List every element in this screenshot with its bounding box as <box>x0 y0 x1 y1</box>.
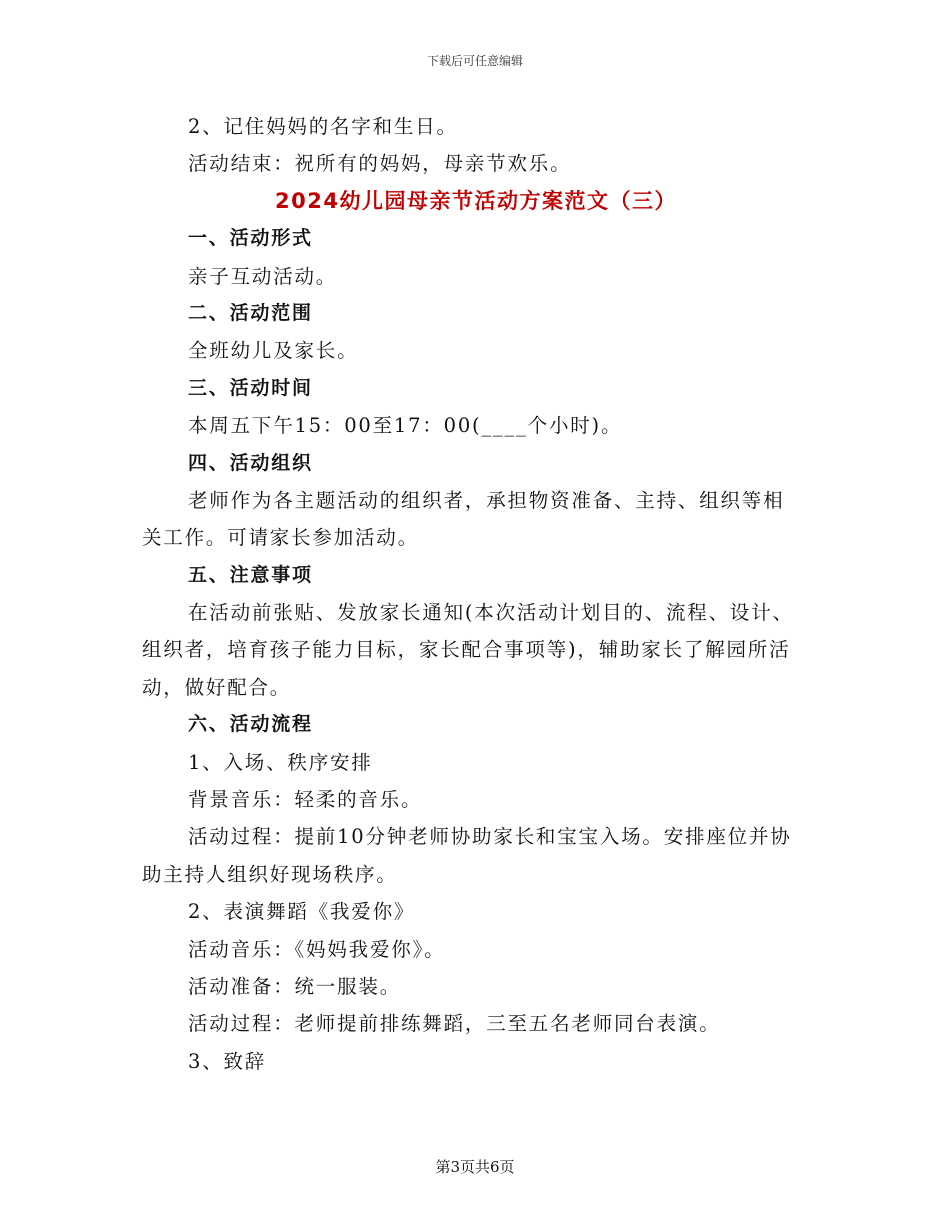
section-heading: 二、活动范围 <box>188 301 313 324</box>
section-heading: 六、活动流程 <box>188 713 313 736</box>
section-heading: 一、活动形式 <box>188 227 313 250</box>
document-body <box>142 108 810 1080</box>
paragraph-line: 2、表演舞蹈《我爱你》 <box>188 900 416 924</box>
paragraph-line: 2、记住妈妈的名字和生日。 <box>188 115 458 138</box>
paragraph-line: 活动过程：提前10分钟老师协助家长和宝宝入场。安排座位并协 <box>188 825 792 849</box>
paragraph-line: 背景音乐：轻柔的音乐。 <box>188 788 423 812</box>
document-title: 2024幼儿园母亲节活动方案范文（三） <box>275 188 677 213</box>
paragraph-line: 活动结束：祝所有的妈妈，母亲节欢乐。 <box>188 152 572 176</box>
section-heading: 四、活动组织 <box>188 451 313 474</box>
page-header: 下载后可任意编辑 <box>426 54 523 68</box>
paragraph-line: 活动音乐：《妈妈我爱你》。 <box>188 937 446 961</box>
paragraph-line: 在活动前张贴、发放家长通知(本次活动计划目的、流程、设计、 <box>188 601 794 625</box>
section-heading: 五、注意事项 <box>188 563 313 586</box>
paragraph-line: 动，做好配合。 <box>142 675 292 699</box>
paragraph-line: 老师作为各主题活动的组织者，承担物资准备、主持、组织等相 <box>188 488 785 512</box>
paragraph-line: 关工作。可请家长参加活动。 <box>142 526 419 550</box>
paragraph-line: 亲子互动活动。 <box>188 264 338 288</box>
paragraph-line: 1、入场、秩序安排 <box>188 750 373 774</box>
paragraph-line: 活动过程：老师提前排练舞蹈，三至五名老师同台表演。 <box>188 1012 721 1036</box>
paragraph-line: 助主持人组织好现场秩序。 <box>142 862 398 886</box>
page-footer: 第3页共6页 <box>435 1158 515 1176</box>
paragraph-line: 活动准备：统一服装。 <box>188 974 402 998</box>
paragraph-line: 组织者，培育孩子能力目标，家长配合事项等)，辅助家长了解园所活 <box>142 638 791 662</box>
paragraph-line: 全班幼儿及家长。 <box>188 339 359 363</box>
paragraph-line: 本周五下午15：00至17：00(____个小时)。 <box>188 414 623 438</box>
section-heading: 三、活动时间 <box>188 376 313 399</box>
paragraph-line: 3、致辞 <box>188 1049 267 1073</box>
